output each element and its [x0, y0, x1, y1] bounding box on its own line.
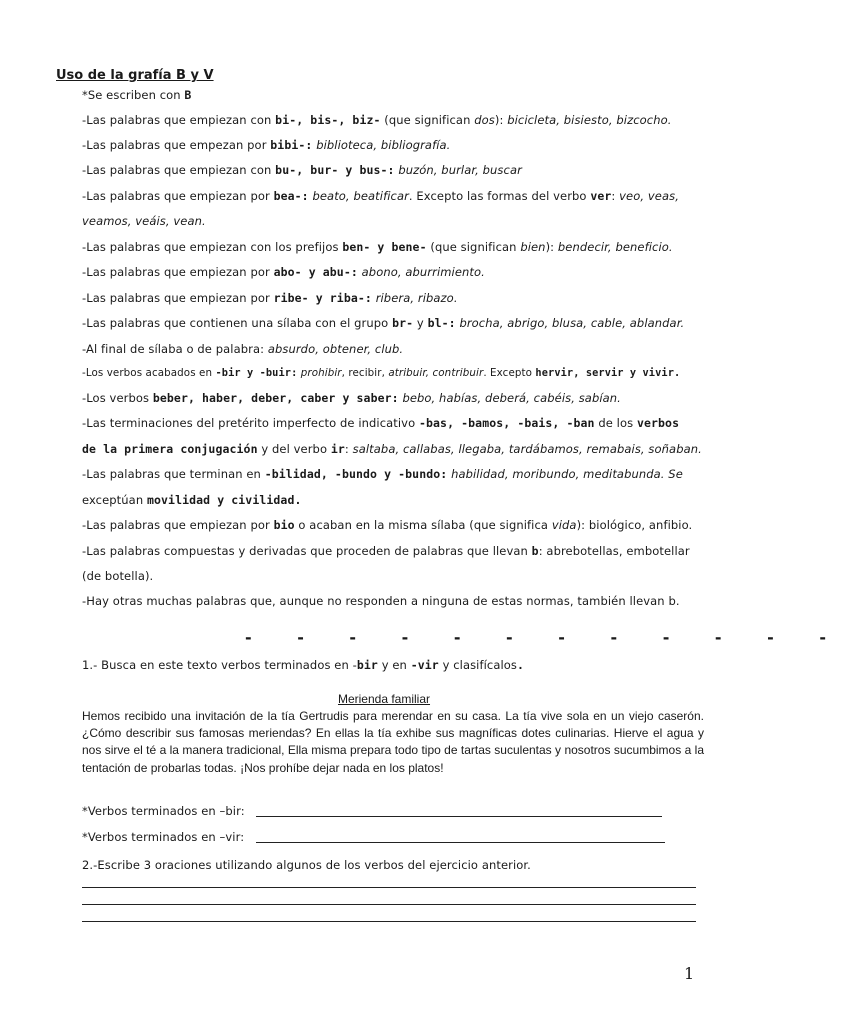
rule-keyword: bibi-: — [270, 138, 313, 152]
rule-line — [82, 138, 450, 152]
rule-line — [82, 316, 684, 330]
rule-text: (que significan — [426, 240, 521, 254]
rule-line — [82, 367, 680, 379]
rule-text: -Las palabras que empiezan por — [82, 291, 274, 305]
dashed-separator: - - - - - - - - - - - - — [245, 628, 846, 647]
rule-text: . Excepto — [483, 367, 536, 379]
rule-examples: beato, beatificar — [312, 189, 409, 203]
rule-line — [82, 544, 690, 558]
rule-line — [82, 416, 679, 430]
rule-text: (de botella). — [82, 569, 154, 583]
rule-keyword: -bas, -bamos, -bais, -ban — [418, 416, 595, 430]
rule-text: ): — [494, 113, 508, 127]
rule-keyword: ir — [330, 442, 345, 456]
rule-text: exceptúan — [82, 493, 147, 507]
writing-line[interactable] — [82, 887, 696, 888]
rule-examples: bendecir, beneficio. — [557, 240, 673, 254]
page-number: 1 — [684, 964, 695, 983]
rule-text: -Las palabras que empiezan por — [82, 518, 274, 532]
rule-text: de los — [594, 416, 637, 430]
exercise-text: y clasifícalos — [438, 658, 518, 672]
rule-line — [82, 291, 458, 305]
rule-text: -Las palabras que contienen una sílaba con el grupo — [82, 316, 393, 330]
rule-examples: saltaba, callabas, llegaba, tardábamos, remabais, soñaban. — [352, 442, 702, 456]
rule-text: -Las palabras que empiezan con los prefijos — [82, 240, 343, 254]
story-paragraph: Hemos recibido una invitación de la tía Gertrudis para merendar en su casa. La tía vive sola en un viejo caserón. ¿Cómo describir sus famosas meriendas? En ellas la tía exhibe sus magníficas dotes culinarias. Hierve el agua y nos sirve el té a la manera tradicional, Ella misma prepara todo tipo de tartas suculentas y nosotros sucumbimos a la tentación de probarlas todas. ¡Nos prohíbe dejar nada en los platos! — [82, 709, 704, 775]
rule-keyword: verbos — [636, 416, 680, 430]
rule-keyword: bi-, bis-, biz- — [275, 113, 381, 127]
rule-keyword: br- — [392, 316, 414, 330]
rule-keyword: -bilidad, -bundo y -bundo: — [264, 467, 448, 481]
rule-line — [82, 342, 403, 356]
rule-examples: buzón, burlar, buscar — [398, 163, 522, 177]
writing-line[interactable] — [82, 921, 696, 922]
rule-text: o acaban en la misma sílaba (que significa — [294, 518, 552, 532]
rule-keyword: hervir, servir y vivir. — [535, 367, 681, 379]
rule-keyword: b — [531, 544, 539, 558]
page-title: Uso de la grafía B y V — [56, 68, 214, 83]
rule-line — [82, 442, 702, 456]
rule-keyword: ben- y bene- — [342, 240, 427, 254]
rule-line — [82, 113, 671, 127]
rule-examples: bebo, habías, deberá, cabéis, sabían. — [402, 391, 621, 405]
rule-examples: habilidad, moribundo, meditabunda. Se — [451, 467, 683, 481]
rule-line — [82, 391, 621, 405]
rule-text: ): biológico, anfibio. — [576, 518, 693, 532]
rule-text: -Las palabras que empiezan por — [82, 189, 274, 203]
rule-text: : — [611, 189, 620, 203]
rule-text: . Excepto las formas del verbo — [408, 189, 591, 203]
rule-text: -Las palabras que empiezan con — [82, 163, 276, 177]
rule-examples: atribuir, contribuir — [388, 367, 484, 379]
rule-text: -Los verbos — [82, 391, 153, 405]
rule-text: -Las palabras que terminan en — [82, 467, 265, 481]
rule-examples: brocha, abrigo, blusa, cable, ablandar. — [459, 316, 685, 330]
rule-text: ): — [545, 240, 558, 254]
exercise-1-instruction — [82, 658, 524, 672]
rule-keyword: B — [184, 88, 192, 102]
rule-text: -Hay otras muchas palabras que, aunque no responden a ninguna de estas normas, también llevan b. — [82, 594, 680, 608]
rule-keyword: abo- y abu-: — [273, 265, 358, 279]
answer-bir-label: *Verbos terminados en –bir: — [82, 804, 245, 818]
rule-keyword: movilidad y civilidad. — [146, 493, 302, 507]
rule-text: (que significan — [380, 113, 475, 127]
rule-line — [82, 189, 679, 203]
rule-line — [82, 88, 191, 102]
rule-examples: absurdo, obtener, club. — [267, 342, 404, 356]
rule-examples: prohibir — [300, 367, 342, 379]
rule-keyword: bl-: — [427, 316, 456, 330]
rule-line — [82, 518, 692, 532]
rule-examples: ribera, ribazo. — [375, 291, 458, 305]
rule-text: -Las palabras que empiezan por — [82, 265, 274, 279]
rule-text: y del verbo — [257, 442, 331, 456]
rule-text: -Los verbos acabados en — [82, 367, 216, 379]
rule-text: -Las palabras compuestas y derivadas que proceden de palabras que llevan — [82, 544, 532, 558]
rule-line — [82, 240, 673, 254]
rule-italic: dos — [474, 113, 495, 127]
rule-keyword: ver — [590, 189, 612, 203]
rule-keyword: bio — [273, 518, 295, 532]
story-title: Merienda familiar — [337, 692, 431, 706]
rule-text: -Al final de sílaba o de palabra: — [82, 342, 268, 356]
exercise-2-instruction: 2.-Escribe 3 oraciones utilizando algunos de los verbos del ejercicio anterior. — [82, 858, 531, 872]
answer-bir-line[interactable] — [256, 816, 662, 817]
rule-examples: veo, veas, — [619, 189, 679, 203]
exercise-keyword: bir — [356, 658, 378, 672]
rule-text: : — [344, 442, 353, 456]
rule-text: *Se escriben con — [82, 88, 185, 102]
rule-text: : abrebotellas, embotellar — [538, 544, 690, 558]
rule-line — [82, 569, 153, 583]
rule-line — [82, 594, 680, 608]
rule-examples: abono, aburrimiento. — [361, 265, 485, 279]
rule-line — [82, 163, 522, 177]
rule-text: -Las palabras que empiezan con — [82, 113, 276, 127]
rule-keyword: bea-: — [273, 189, 309, 203]
rule-italic: vida — [551, 518, 577, 532]
rule-line — [82, 467, 683, 481]
rule-examples: veamos, veáis, vean. — [82, 214, 206, 228]
rule-text: y — [413, 316, 428, 330]
rule-keyword: de la primera conjugación — [82, 442, 258, 456]
answer-vir-line[interactable] — [256, 842, 665, 843]
rule-line — [82, 265, 485, 279]
rule-examples: bicicleta, bisiesto, bizcocho. — [507, 113, 672, 127]
exercise-text: y en — [377, 658, 411, 672]
rule-line — [82, 214, 206, 228]
rule-text: -Las terminaciones del pretérito imperfecto de indicativo — [82, 416, 419, 430]
exercise-text: . — [517, 658, 525, 672]
rule-examples: biblioteca, bibliografía. — [316, 138, 451, 152]
rule-keyword: ribe- y riba-: — [273, 291, 372, 305]
exercise-text: 1.- Busca en este texto verbos terminados en - — [82, 658, 357, 672]
rule-keyword: bu-, bur- y bus-: — [275, 163, 395, 177]
rule-italic: bien — [520, 240, 546, 254]
writing-line[interactable] — [82, 904, 696, 905]
rule-text: -Las palabras que empezan por — [82, 138, 271, 152]
rule-keyword: -bir y -buir: — [215, 367, 298, 379]
exercise-keyword: -vir — [410, 658, 439, 672]
answer-vir-label: *Verbos terminados en –vir: — [82, 830, 245, 844]
rule-keyword: beber, haber, deber, caber y saber: — [152, 391, 399, 405]
rule-line — [82, 493, 302, 507]
rule-text: , recibir, — [341, 367, 389, 379]
